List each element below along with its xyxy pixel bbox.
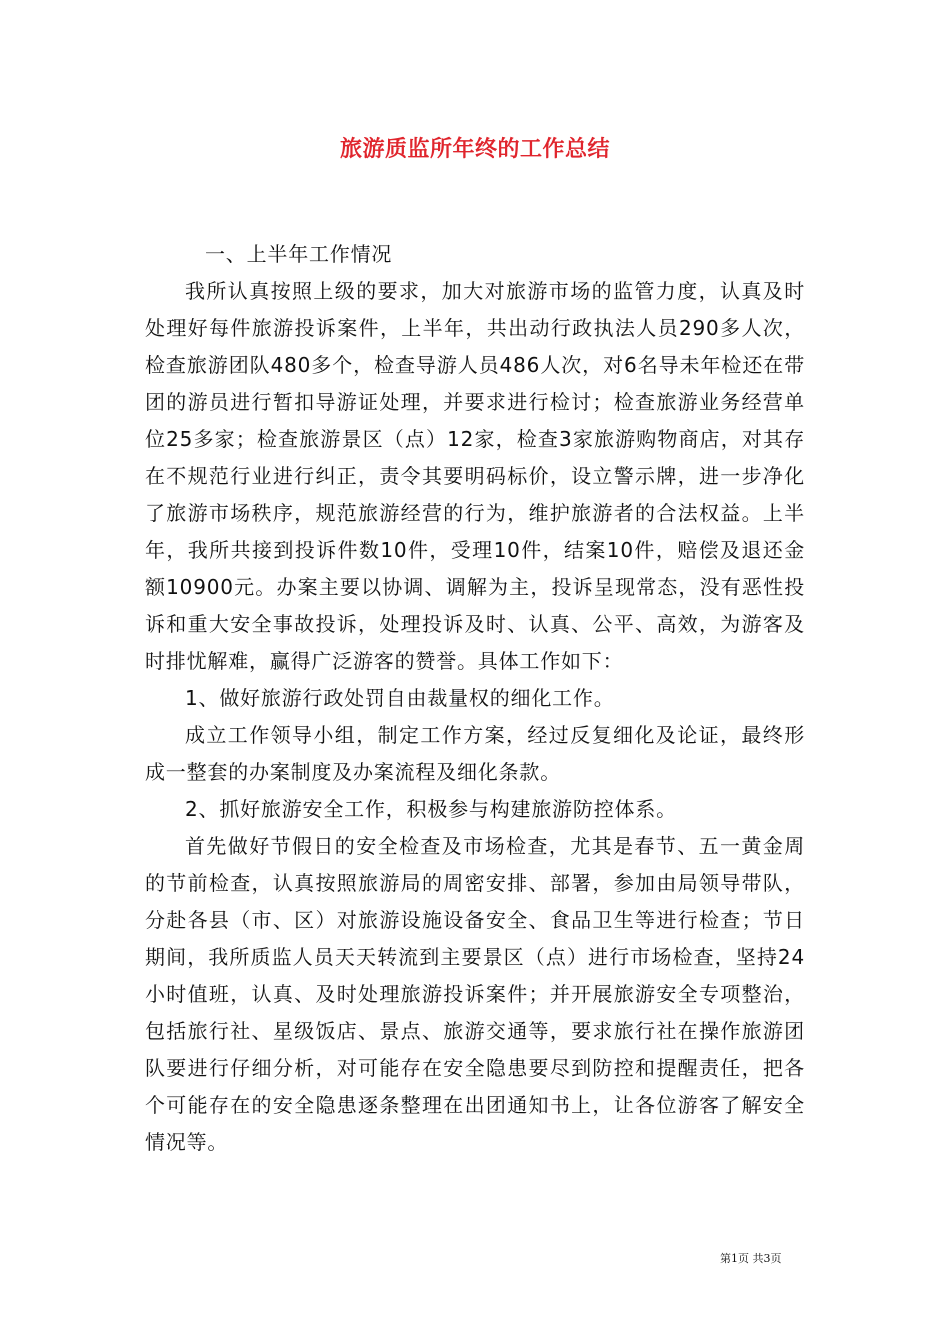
body-paragraph: 首先做好节假日的安全检查及市场检查，尤其是春节、五一黄金周的节前检查，认真按照旅游局的周密安排、部署，参加由局领导带队，分赴各县（市、区）对旅游设施设备安全、食品卫生等进行检查；节日期间，我所质监人员天天转流到主要景区（点）进行市场检查，坚持24小时值班，认真、及时处理旅游投诉案件；并开展旅游安全专项整治，包括旅行社、星级饭店、景点、旅游交通等，要求旅行社在操作旅游团队要进行仔细分析，对可能存在安全隐患要尽到防控和提醒责任，把各个可能存在的安全隐患逐条整理在出团通知书上，让各位游客了解安全情况等。 [145, 834, 805, 1154]
document-title: 旅游质监所年终的工作总结 [339, 137, 610, 162]
document-body [145, 236, 805, 1161]
list-item-heading: 2、抓好旅游安全工作，积极参与构建旅游防控体系。 [185, 797, 677, 821]
body-paragraph: 成立工作领导小组，制定工作方案，经过反复细化及论证，最终形成一整套的办案制度及办案流程及细化条款。 [145, 723, 805, 784]
list-item-heading: 1、做好旅游行政处罚自由裁量权的细化工作。 [185, 686, 615, 710]
body-paragraph: 我所认真按照上级的要求，加大对旅游市场的监管力度，认真及时处理好每件旅游投诉案件，上半年，共出动行政执法人员290多人次，检查旅游团队480多个，检查导游人员486人次，对6名导未年检还在带团的游员进行暂扣导游证处理，并要求进行检讨；检查旅游业务经营单位25多家；检查旅游景区（点）12家，检查3家旅游购物商店，对其存在不规范行业进行纠正，责令其要明码标价，设立警示牌，进一步净化了旅游市场秩序，规范旅游经营的行为，维护旅游者的合法权益。上半年，我所共接到投诉件数10件，受理10件，结案10件，赔偿及退还金额10900元。办案主要以协调、调解为主，投诉呈现常态，没有恶性投诉和重大安全事故投诉，处理投诉及时、认真、公平、高效，为游客及时排忧解难，赢得广泛游客的赞誉。具体工作如下： [145, 279, 805, 673]
page-number-footer: 第1页 共3页 [720, 1252, 782, 1265]
section-heading: 一、上半年工作情况 [205, 242, 393, 266]
